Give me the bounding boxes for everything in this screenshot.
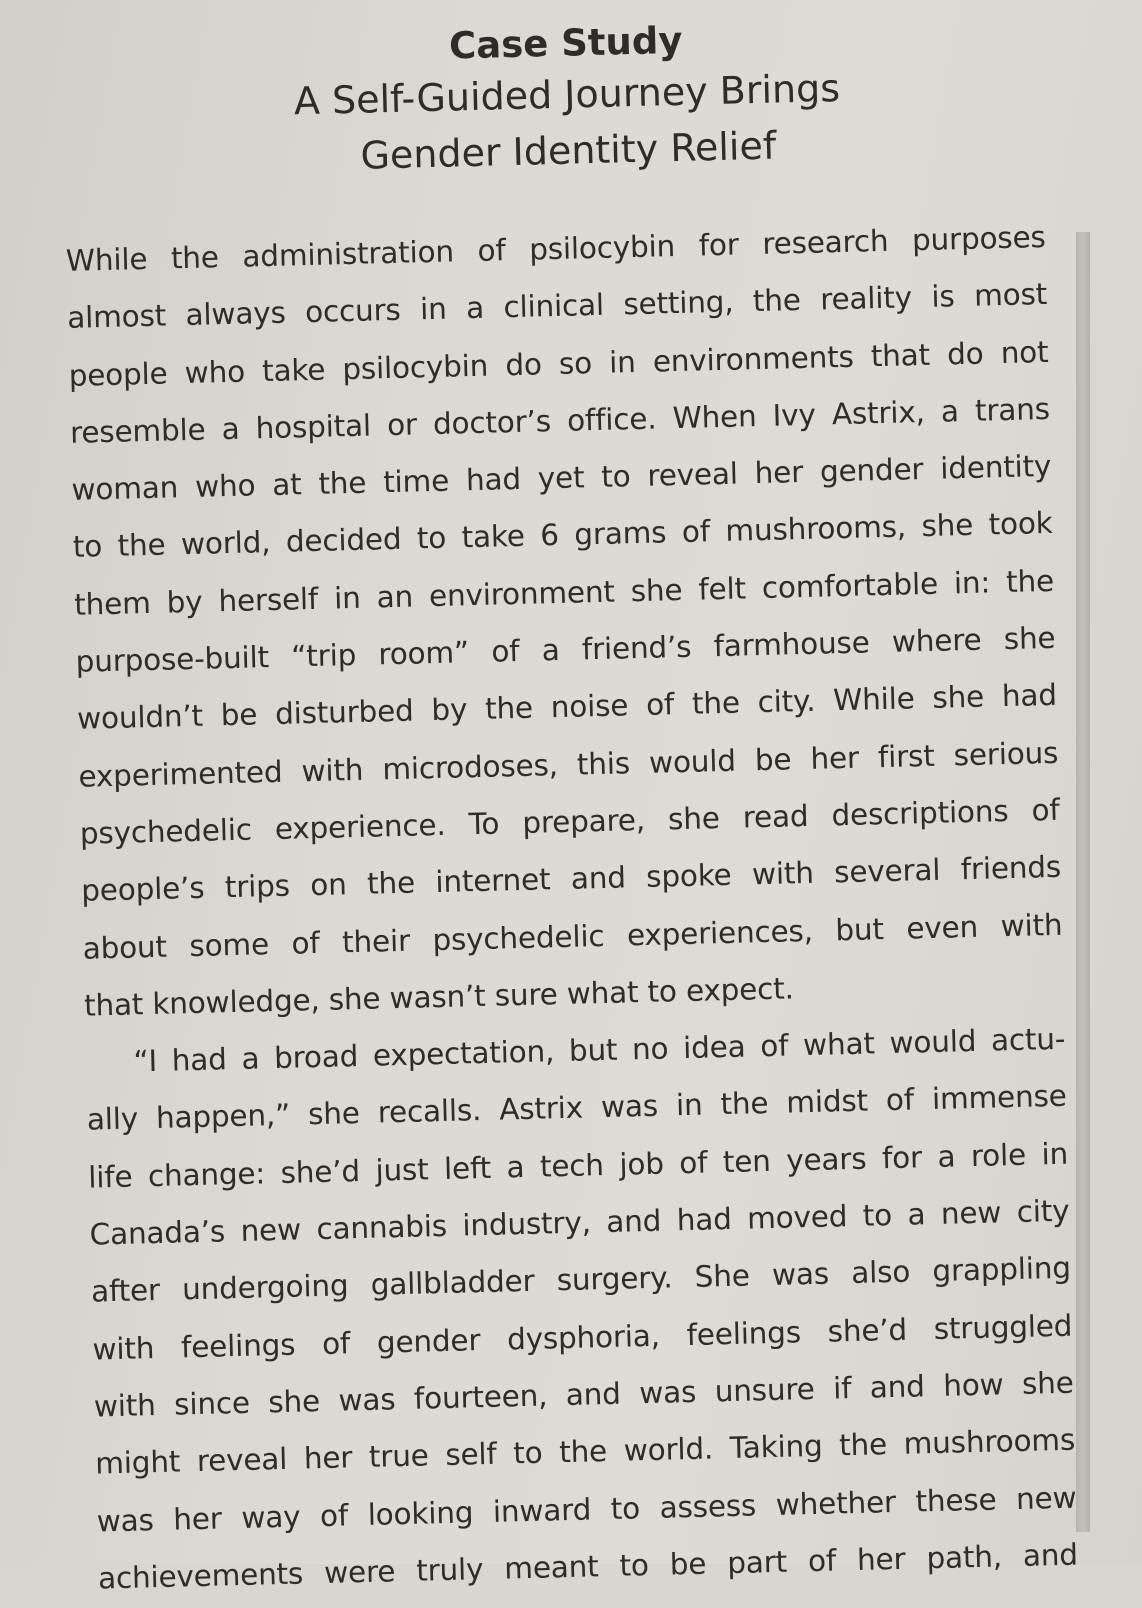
page-content xyxy=(60,0,1079,1608)
text-line: people’s trips on the internet and spoke with several friends xyxy=(80,850,1062,909)
text-line: ally happen,” she recalls. Astrix was in the midst of immense xyxy=(86,1079,1068,1138)
title-line-2: Gender Identity Relief xyxy=(359,123,777,178)
text-line: that knowledge, she wasn’t sure what to expect. xyxy=(83,971,795,1023)
text-line: might reveal her true self to the world. Taking the mushrooms xyxy=(94,1422,1076,1481)
paragraph-1 xyxy=(65,209,1064,1035)
text-line: “I had a broad expectation, but no idea of what would actu- xyxy=(133,1021,1066,1079)
text-line: life change: she’d just left a tech job of ten years for a role in xyxy=(87,1136,1069,1195)
text-line: purpose-built “trip room” of a friend’s farmhouse where she xyxy=(75,620,1056,679)
text-line: with since she was fourteen, and was unsure if and how she xyxy=(93,1365,1075,1424)
text-line: resemble a hospital or doctor’s office. When Ivy Astrix, a trans xyxy=(69,391,1051,450)
text-line: woman who at the time had yet to reveal her gender identity xyxy=(71,449,1052,508)
text-line: achievements were truly meant to be part of her path, and xyxy=(97,1537,1079,1596)
text-line: to the world, decided to take 6 grams of mushrooms, she took xyxy=(72,506,1054,565)
title-line-1: A Self-Guided Journey Brings xyxy=(293,65,841,124)
text-line: wouldn’t be disturbed by the noise of the city. While she had xyxy=(76,678,1058,737)
text-line: experimented with microdoses, this would be her first serious xyxy=(78,735,1059,794)
text-line: almost always occurs in a clinical setting, the reality is most xyxy=(66,277,1048,336)
text-line: after undergoing gallbladder surgery. She was also grappling xyxy=(90,1251,1072,1309)
text-line: them by herself in an environment she felt comfortable in: the xyxy=(73,563,1055,622)
paragraph-2 xyxy=(85,1011,1079,1608)
case-study-title xyxy=(61,55,1043,191)
text-line: was her way of looking inward to assess whether these new xyxy=(96,1480,1077,1539)
text-line: Canada’s new cannabis industry, and had moved to a new city xyxy=(89,1193,1070,1252)
text-line: with feelings of gender dysphoria, feelings she’d struggled xyxy=(92,1308,1073,1367)
text-line: While the administration of psilocybin for research purposes xyxy=(65,219,1047,278)
text-line: psychedelic experience. To prepare, she read descriptions of xyxy=(79,792,1061,851)
case-study-label: Case Study xyxy=(448,18,683,68)
sidebar-rule xyxy=(1076,232,1090,1532)
text-line: about some of their psychedelic experiences, but even with xyxy=(82,907,1063,966)
text-line: people who take psilocybin do so in environments that do not xyxy=(68,334,1049,393)
body-text xyxy=(65,209,1078,1608)
